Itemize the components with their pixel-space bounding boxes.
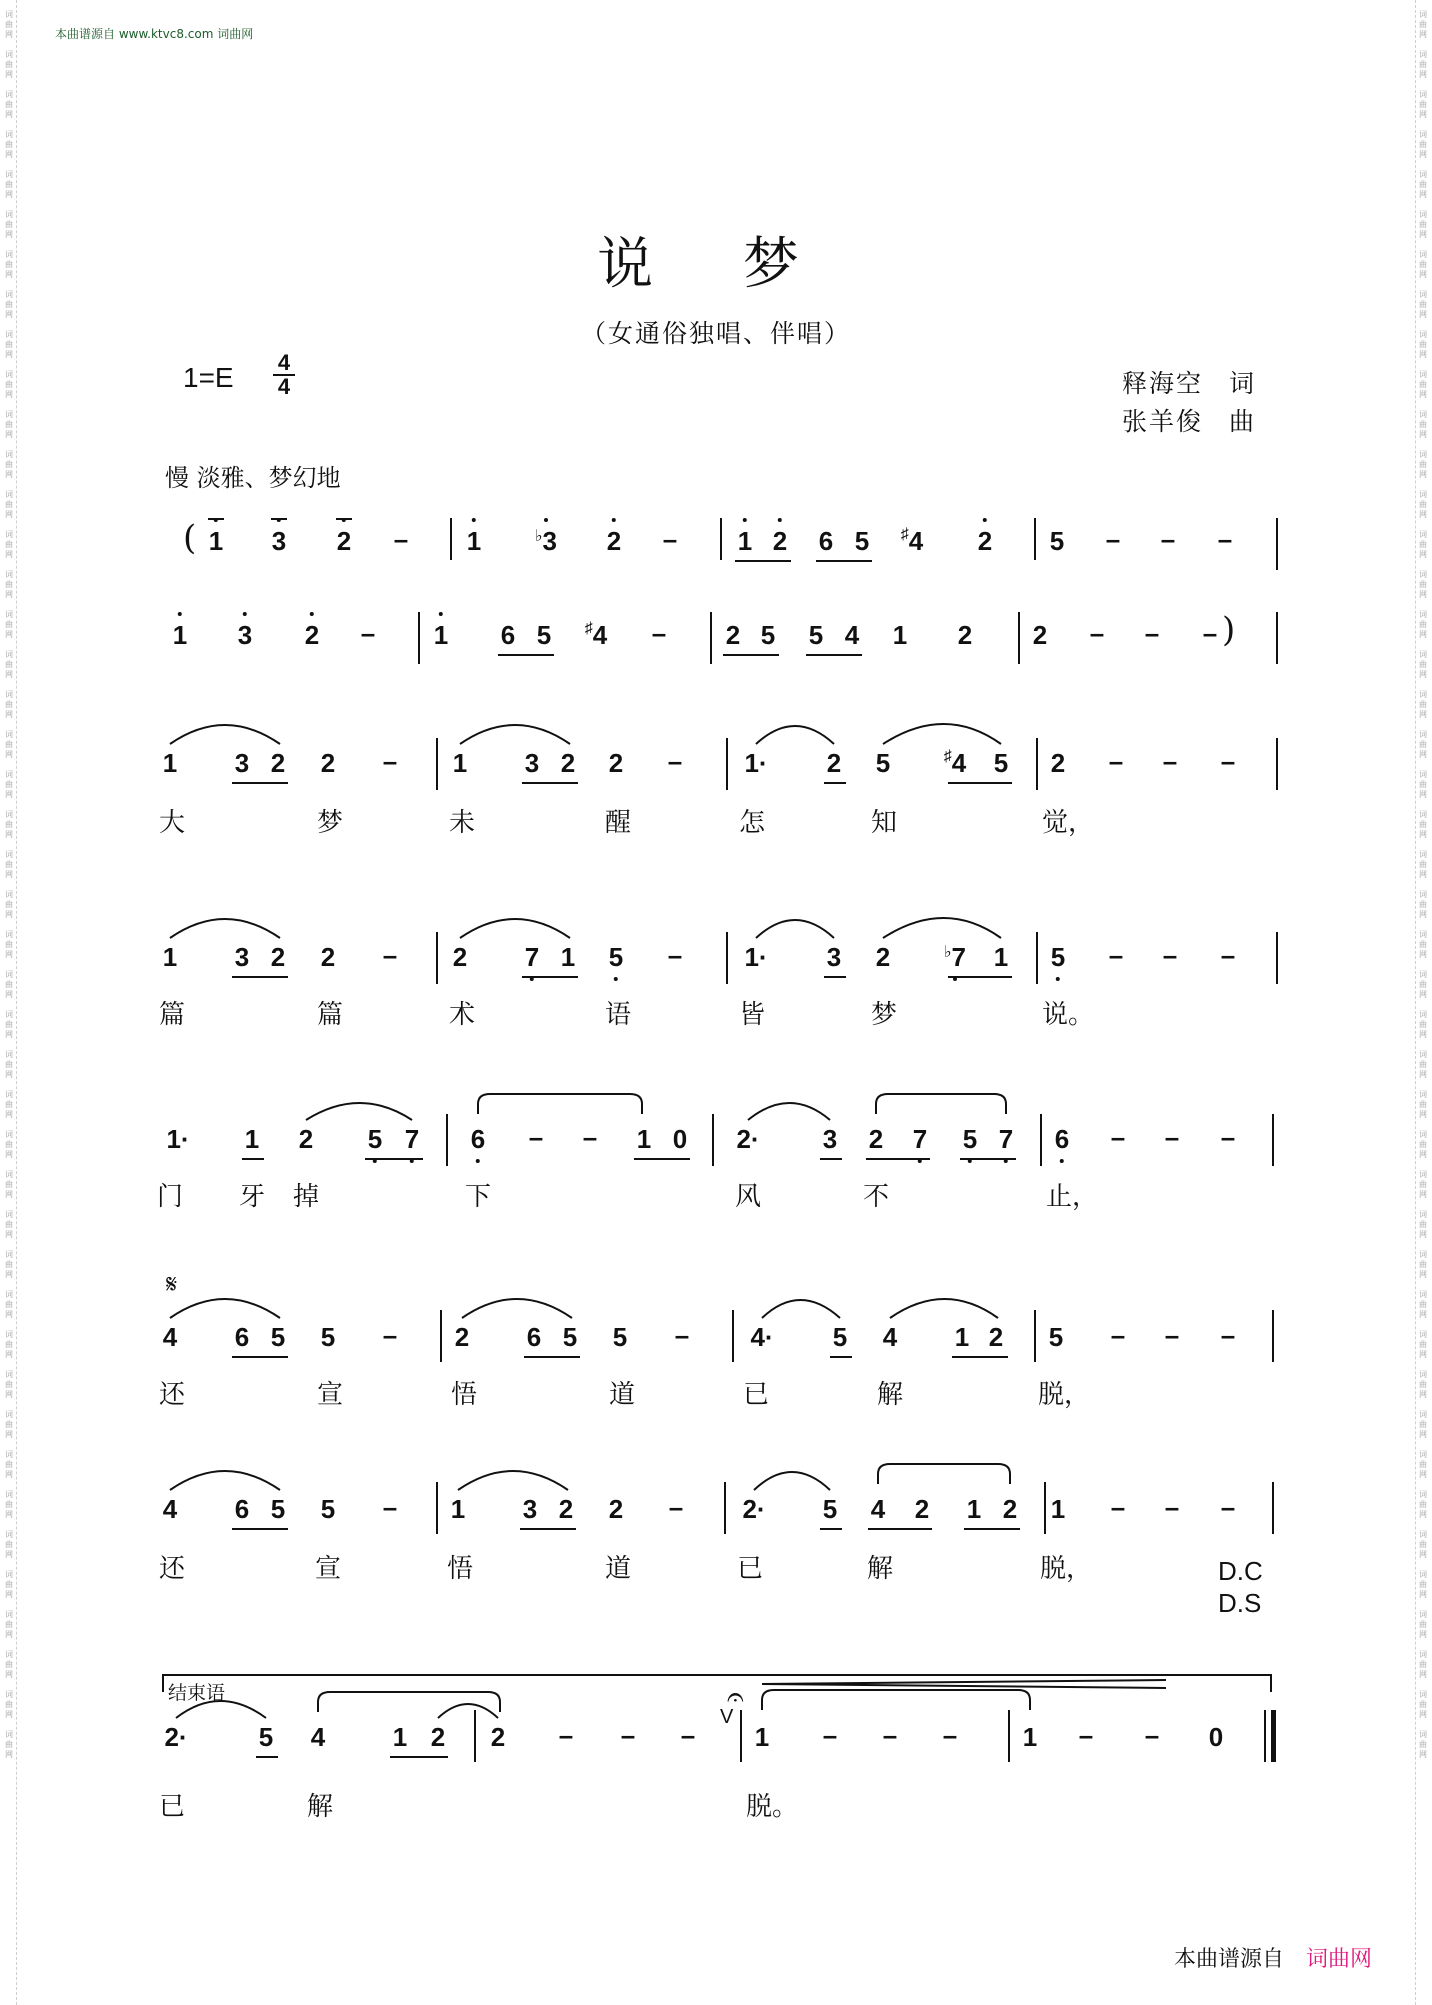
note: – — [1110, 1122, 1126, 1152]
note: – — [1220, 1122, 1236, 1152]
note: 3 — [522, 1494, 538, 1524]
lyric: 梦 — [316, 808, 344, 838]
song-subtitle: （女通俗独唱、伴唱） — [580, 319, 851, 348]
note: – — [1108, 746, 1124, 776]
note: 2 — [988, 1322, 1004, 1352]
note: 5 — [808, 620, 824, 650]
note: ♭7 — [944, 942, 966, 973]
note: 2 — [337, 526, 351, 557]
note: 2 — [608, 748, 624, 778]
note: 5 — [612, 1322, 628, 1352]
note: – — [382, 940, 398, 970]
note: 2 — [558, 1494, 574, 1524]
note: – — [558, 1720, 574, 1750]
note: 2 — [608, 1494, 624, 1524]
note: 1 — [452, 748, 468, 778]
lyric: 解 — [866, 1554, 894, 1584]
time-signature-bottom: 4 — [277, 374, 291, 399]
note: 3 — [234, 942, 250, 972]
note: – — [1164, 1320, 1180, 1350]
note: 1 — [1050, 1494, 1066, 1524]
note: 1 — [754, 1722, 770, 1752]
lyric: 门 — [156, 1182, 184, 1212]
note: 6 — [234, 1322, 250, 1352]
note: 7 — [405, 1124, 419, 1155]
note: 1· — [166, 1124, 190, 1154]
note: – — [1220, 746, 1236, 776]
lyric: 术 — [448, 1000, 476, 1030]
note: 2 — [490, 1722, 506, 1752]
note: 2 — [320, 942, 336, 972]
note: – — [382, 1320, 398, 1350]
note: 5 — [760, 620, 776, 650]
note: – — [662, 524, 678, 554]
note: 6 — [1055, 1124, 1069, 1155]
lyric: 掉 — [292, 1182, 320, 1212]
note: 2 — [773, 526, 787, 557]
lyric: 篇 — [158, 1000, 186, 1030]
note: 5 — [270, 1494, 286, 1524]
note: ♯4 — [584, 620, 608, 650]
note: 1 — [560, 942, 576, 972]
source-label: 本曲谱源自 — [1173, 1947, 1284, 1972]
lyric: 止， — [1045, 1182, 1099, 1212]
lyric: 牙 — [238, 1182, 266, 1212]
note: 5 — [1049, 526, 1065, 556]
lyric: 不 — [862, 1182, 890, 1212]
note: 5 — [609, 942, 623, 973]
time-signature-top: 4 — [277, 350, 291, 375]
note: 1 — [636, 1124, 652, 1154]
note: 2 — [430, 1722, 446, 1752]
lyric: 梦 — [870, 1000, 898, 1030]
note: 1 — [966, 1494, 982, 1524]
note: – — [1217, 524, 1233, 554]
note: 5 — [1048, 1322, 1064, 1352]
right-watermark-strip: 词 曲 网 词 曲 网 词 曲 网 词 曲 网 词 曲 网 词 曲 网 词 曲 网 词 曲 网 词 曲 网 词 曲 网 词 曲 网 词 曲 网 词 曲 网 词 曲 网 词 曲 网 词 曲 网 词 曲 网 词 曲 网 词 曲 网 词 曲 网 词 曲 网 词 曲 网 词 曲 网 词 曲 网 词 曲 网 词 曲 网 词 曲 网 词 曲 网 词 曲 网 词 曲 网 词 曲 网 词 曲 网 词 曲 网 词 曲 网 词 曲 网 词 曲 网 词 曲 网 词 曲 网 词 曲 网 词 曲 网 词 曲 网 词 曲 网 词 曲 网 词 曲 网 — [1415, 0, 1430, 2005]
prelude-open-paren: ( — [183, 518, 197, 558]
note: – — [382, 746, 398, 776]
note: 3 — [524, 748, 540, 778]
lyric: 知 — [870, 808, 898, 838]
note: – — [674, 1320, 690, 1350]
note: 1 — [954, 1322, 970, 1352]
song-title: 说 梦 — [597, 232, 835, 297]
note: 6 — [234, 1494, 250, 1524]
note: 2 — [914, 1494, 930, 1524]
note: 2· — [742, 1494, 766, 1524]
note: – — [1162, 940, 1178, 970]
prelude-close-paren: ) — [1222, 610, 1236, 650]
note: 2 — [454, 1322, 470, 1352]
note: – — [1162, 746, 1178, 776]
note: – — [1110, 1492, 1126, 1522]
lyric: 悟 — [446, 1554, 474, 1584]
source-watermark-bottom — [1174, 1942, 1372, 1973]
note: 7 — [525, 942, 539, 973]
tempo-marking: 慢 淡雅、梦幻地 — [165, 464, 341, 492]
lyric: 风 — [734, 1182, 762, 1212]
note: 5 — [258, 1722, 274, 1752]
note: 5 — [822, 1494, 838, 1524]
note: 1 — [434, 620, 448, 651]
note: – — [582, 1122, 598, 1152]
note: 1 — [173, 620, 187, 651]
note: 1 — [1022, 1722, 1038, 1752]
note: ♯4 — [943, 748, 967, 778]
note: 5 — [1051, 942, 1065, 973]
note: 1 — [892, 620, 908, 650]
note: – — [1144, 1720, 1160, 1750]
lyric: 醒 — [604, 808, 632, 838]
note: – — [667, 940, 683, 970]
note: 2 — [978, 526, 992, 557]
note: – — [382, 1492, 398, 1522]
lyric: 篇 — [316, 1000, 344, 1030]
note: 6 — [818, 526, 834, 556]
note: 1 — [244, 1124, 260, 1154]
note: 5 — [963, 1124, 977, 1155]
lyric: 皆 — [738, 1000, 766, 1030]
note: – — [360, 618, 376, 648]
left-watermark-strip: 词 曲 网 词 曲 网 词 曲 网 词 曲 网 词 曲 网 词 曲 网 词 曲 网 词 曲 网 词 曲 网 词 曲 网 词 曲 网 词 曲 网 词 曲 网 词 曲 网 词 曲 网 词 曲 网 词 曲 网 词 曲 网 词 曲 网 词 曲 网 词 曲 网 词 曲 网 词 曲 网 词 曲 网 词 曲 网 词 曲 网 词 曲 网 词 曲 网 词 曲 网 词 曲 网 词 曲 网 词 曲 网 词 曲 网 词 曲 网 词 曲 网 词 曲 网 词 曲 网 词 曲 网 词 曲 网 词 曲 网 词 曲 网 词 曲 网 词 曲 网 词 曲 网 — [2, 0, 17, 2005]
lyric: 道 — [604, 1554, 632, 1584]
note: 2 — [826, 748, 842, 778]
key-signature: 1=E — [183, 362, 234, 393]
source-watermark-top: 本曲谱源自 www.ktvc8.com 词曲网 — [55, 27, 254, 41]
note: 1 — [209, 526, 223, 557]
note: – — [1105, 524, 1121, 554]
note: 3 — [234, 748, 250, 778]
note: 1 — [467, 526, 481, 557]
note: 0 — [672, 1124, 688, 1154]
note: 1 — [450, 1494, 466, 1524]
note: 2 — [875, 942, 891, 972]
note: – — [680, 1720, 696, 1750]
note: – — [620, 1720, 636, 1750]
note: 2 — [607, 526, 621, 557]
lyric: 脱， — [1037, 1380, 1091, 1410]
note: 2 — [270, 748, 286, 778]
lyric: 宣 — [314, 1554, 342, 1584]
lyric: 脱。 — [745, 1792, 799, 1822]
note: 5 — [832, 1322, 848, 1352]
note: – — [822, 1720, 838, 1750]
note: 1 — [738, 526, 752, 557]
note: 6 — [500, 620, 516, 650]
note: 2 — [270, 942, 286, 972]
note: 4 — [844, 620, 860, 650]
note: 2 — [957, 620, 973, 650]
lyric: 解 — [876, 1380, 904, 1410]
note: 6 — [526, 1322, 542, 1352]
note: – — [1110, 1320, 1126, 1350]
note: 2 — [320, 748, 336, 778]
lyric: 还 — [158, 1554, 186, 1584]
composer-name: 张羊俊 — [1122, 407, 1204, 436]
note: 0 — [1208, 1722, 1224, 1752]
note: 2· — [736, 1124, 760, 1154]
note: 2 — [1050, 748, 1066, 778]
note: – — [1078, 1720, 1094, 1750]
note: 6 — [471, 1124, 485, 1155]
note: 7 — [913, 1124, 927, 1155]
note: 3 — [272, 526, 286, 557]
lyric: 语 — [604, 1000, 632, 1030]
lyric: 已 — [736, 1554, 764, 1584]
lyric: 悟 — [450, 1380, 478, 1410]
note: 5 — [368, 1124, 382, 1155]
note: – — [528, 1122, 544, 1152]
lyric: 觉， — [1041, 808, 1095, 838]
lyric: 说。 — [1041, 1000, 1095, 1030]
segno-sign: 𝄋 — [166, 1270, 178, 1300]
note: 4· — [750, 1322, 774, 1352]
note: 5 — [562, 1322, 578, 1352]
note: 2· — [164, 1722, 188, 1752]
note: 5 — [993, 748, 1009, 778]
note: 5 — [320, 1494, 336, 1524]
note: – — [1164, 1122, 1180, 1152]
lyric: 宣 — [316, 1380, 344, 1410]
dc-mark: D.C — [1218, 1556, 1263, 1586]
note: – — [1089, 618, 1105, 648]
note: – — [1220, 1320, 1236, 1350]
lyric: 未 — [448, 808, 476, 838]
note: – — [942, 1720, 958, 1750]
note: 1 — [162, 942, 178, 972]
note: 5 — [536, 620, 552, 650]
note: 4 — [162, 1494, 178, 1524]
note: 5 — [875, 748, 891, 778]
note: ♭3 — [535, 526, 557, 557]
note: 1 — [392, 1722, 408, 1752]
note: 2 — [1032, 620, 1048, 650]
note: – — [668, 1492, 684, 1522]
note: – — [1202, 618, 1218, 648]
note: 2 — [452, 942, 468, 972]
note: 2 — [305, 620, 319, 651]
note: 1· — [744, 942, 768, 972]
composer-role: 曲 — [1229, 407, 1257, 436]
note: 4 — [162, 1322, 178, 1352]
note: – — [651, 618, 667, 648]
note: – — [1160, 524, 1176, 554]
breath-mark: V — [720, 1706, 734, 1728]
lyric: 解 — [306, 1792, 334, 1822]
note: – — [882, 1720, 898, 1750]
lyric: 还 — [158, 1380, 186, 1410]
note: 2 — [298, 1124, 314, 1154]
note: 5 — [854, 526, 870, 556]
lyric: 已 — [158, 1792, 186, 1822]
site-link[interactable]: 词曲网 — [1305, 1947, 1372, 1972]
note: 2 — [725, 620, 741, 650]
note: 4 — [870, 1494, 886, 1524]
lyric: 道 — [608, 1380, 636, 1410]
lyric: 已 — [742, 1380, 770, 1410]
lyricist-role: 词 — [1229, 369, 1257, 398]
lyric: 脱， — [1039, 1554, 1093, 1584]
note: 3 — [238, 620, 252, 651]
note: – — [1220, 940, 1236, 970]
note: – — [1144, 618, 1160, 648]
note: ♯4 — [900, 526, 924, 556]
note: 5 — [320, 1322, 336, 1352]
lyricist-name: 释海空 — [1122, 369, 1204, 398]
note: 3 — [826, 942, 842, 972]
note: 1· — [744, 748, 768, 778]
note: 4 — [882, 1322, 898, 1352]
note: – — [667, 746, 683, 776]
note: 4 — [310, 1722, 326, 1752]
note: 2 — [560, 748, 576, 778]
note: 3 — [822, 1124, 838, 1154]
lyric: 怎 — [738, 808, 766, 838]
note: 7 — [999, 1124, 1013, 1155]
note: – — [393, 524, 409, 554]
note: 1 — [993, 942, 1009, 972]
lyric: 大 — [158, 808, 186, 838]
note: 2 — [868, 1124, 884, 1154]
note: – — [1220, 1492, 1236, 1522]
note: – — [1108, 940, 1124, 970]
note: 2 — [1002, 1494, 1018, 1524]
note: 1 — [162, 748, 178, 778]
ds-mark: D.S — [1218, 1588, 1262, 1618]
lyric: 下 — [464, 1182, 492, 1212]
fermata-sign: 𝄐 — [727, 1680, 744, 1715]
ending-label: 结束语 — [168, 1682, 226, 1704]
note: 5 — [270, 1322, 286, 1352]
note: – — [1164, 1492, 1180, 1522]
